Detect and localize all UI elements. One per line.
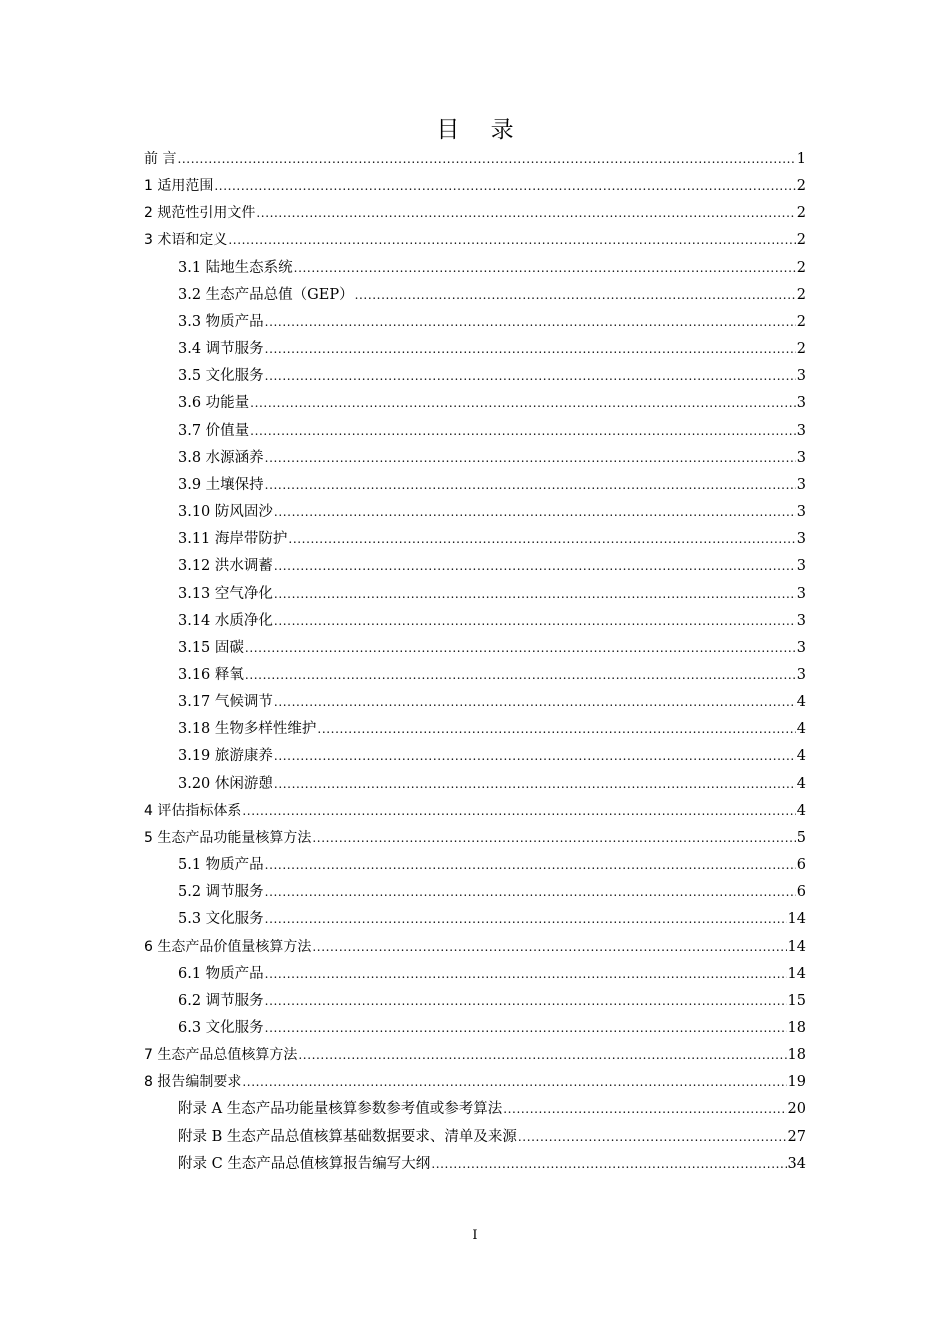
- toc-entry-label: 3.13 空气净化: [178, 585, 273, 602]
- toc-entry[interactable]: [144, 418, 806, 445]
- toc-entry[interactable]: [144, 581, 806, 608]
- toc-entry[interactable]: [144, 1151, 806, 1178]
- dot-leader: [518, 1124, 787, 1151]
- dot-leader: [265, 309, 796, 336]
- dot-leader: [274, 553, 796, 580]
- dot-leader: [250, 418, 796, 445]
- toc-entry-label: 5.1 物质产品: [178, 857, 264, 874]
- dot-leader: [265, 961, 787, 988]
- dot-leader: [228, 227, 795, 254]
- toc-entry-label: 3 术语和定义: [144, 232, 228, 249]
- toc-entry-page: 6: [796, 884, 806, 901]
- toc-entry-page: 2: [796, 178, 806, 195]
- dot-leader: [274, 581, 796, 608]
- toc-entry[interactable]: [144, 390, 806, 417]
- toc-entry-page: 19: [787, 1074, 806, 1091]
- toc-entry-label: 附录 C 生态产品总值核算报告编写大纲: [178, 1155, 431, 1172]
- toc-entry-label: 3.11 海岸带防护: [178, 531, 288, 548]
- toc-entry[interactable]: [144, 499, 806, 526]
- dot-leader: [245, 635, 796, 662]
- toc-entry[interactable]: [144, 906, 806, 933]
- toc-entry-page: 2: [796, 259, 806, 276]
- dot-leader: [503, 1096, 786, 1123]
- dot-leader: [312, 825, 795, 852]
- toc-entry-page: 3: [796, 558, 806, 575]
- toc-entry-page: 18: [787, 1047, 806, 1064]
- toc-entry-label: 3.3 物质产品: [178, 313, 264, 330]
- dot-leader: [431, 1151, 786, 1178]
- toc-entry-label: 3.7 价值量: [178, 422, 250, 439]
- dot-leader: [245, 662, 796, 689]
- toc-entry[interactable]: [144, 743, 806, 770]
- toc-entry[interactable]: [144, 282, 806, 309]
- toc-entry-page: 2: [796, 313, 806, 330]
- dot-leader: [177, 146, 795, 173]
- dot-leader: [274, 743, 796, 770]
- dot-leader: [214, 173, 795, 200]
- toc-entry-page: 6: [796, 857, 806, 874]
- toc-entry[interactable]: [144, 1124, 806, 1151]
- toc-entry-page: 14: [787, 965, 806, 982]
- dot-leader: [312, 934, 786, 961]
- toc-entry[interactable]: [144, 445, 806, 472]
- toc-entry-page: 3: [796, 476, 806, 493]
- toc-entry-label: 6.1 物质产品: [178, 965, 264, 982]
- toc-entry-page: 3: [796, 639, 806, 656]
- toc-entry-label: 7 生态产品总值核算方法: [144, 1047, 298, 1064]
- dot-leader: [242, 798, 795, 825]
- toc-entry-page: 15: [787, 992, 806, 1009]
- toc-entry-page: 3: [796, 612, 806, 629]
- table-of-contents: [144, 146, 806, 1178]
- toc-entry-page: 4: [796, 748, 806, 765]
- toc-entry-label: 3.2 生态产品总值（GEP）: [178, 286, 354, 303]
- dot-leader: [265, 472, 796, 499]
- toc-entry-label: 5.3 文化服务: [178, 911, 264, 928]
- toc-entry[interactable]: [144, 635, 806, 662]
- toc-entry-page: 34: [787, 1155, 806, 1172]
- toc-entry[interactable]: [144, 689, 806, 716]
- toc-entry[interactable]: [144, 227, 806, 254]
- toc-entry-label: 3.10 防风固沙: [178, 504, 273, 521]
- toc-entry-label: 6 生态产品价值量核算方法: [144, 938, 312, 955]
- toc-entry[interactable]: [144, 961, 806, 988]
- toc-entry[interactable]: [144, 146, 806, 173]
- toc-entry[interactable]: [144, 716, 806, 743]
- toc-entry-page: 1: [796, 151, 806, 167]
- toc-entry-page: 4: [796, 694, 806, 711]
- dot-leader: [288, 526, 795, 553]
- toc-entry-label: 4 评估指标体系: [144, 802, 242, 819]
- dot-leader: [256, 200, 795, 227]
- toc-entry-page: 18: [787, 1020, 806, 1036]
- toc-entry-label: 附录 A 生态产品功能量核算参数参考值或参考算法: [178, 1101, 503, 1118]
- toc-entry[interactable]: [144, 309, 806, 336]
- toc-entry[interactable]: [144, 988, 806, 1015]
- toc-entry-page: 4: [796, 721, 806, 738]
- toc-entry-page: 3: [796, 504, 806, 521]
- dot-leader: [274, 499, 796, 526]
- toc-entry[interactable]: [144, 173, 806, 200]
- dot-leader: [355, 282, 796, 309]
- toc-entry-label: 附录 B 生态产品总值核算基础数据要求、清单及来源: [178, 1128, 517, 1145]
- dot-leader: [265, 988, 787, 1015]
- toc-entry-label: 5 生态产品功能量核算方法: [144, 829, 312, 846]
- dot-leader: [274, 608, 796, 635]
- toc-entry[interactable]: [144, 472, 806, 499]
- dot-leader: [265, 879, 796, 906]
- toc-entry[interactable]: [144, 1069, 806, 1096]
- toc-entry-page: 3: [796, 531, 806, 548]
- toc-entry-page: 5: [796, 829, 806, 846]
- toc-entry-page: 2: [796, 286, 806, 303]
- dot-leader: [298, 1042, 786, 1069]
- dot-leader: [265, 336, 796, 363]
- dot-leader: [265, 852, 796, 879]
- dot-leader: [265, 1015, 787, 1042]
- toc-entry-page: 14: [787, 938, 806, 955]
- toc-title: 目 录: [436, 117, 526, 143]
- toc-entry-page: 2: [796, 232, 806, 249]
- toc-entry-label: 3.17 气候调节: [178, 694, 273, 711]
- toc-entry-page: 4: [796, 775, 806, 792]
- toc-entry-page: 20: [787, 1101, 806, 1118]
- toc-entry-page: 3: [796, 422, 806, 439]
- toc-entry-label: 3.19 旅游康养: [178, 748, 273, 765]
- toc-entry[interactable]: [144, 608, 806, 635]
- toc-entry-label: 3.15 固碳: [178, 639, 244, 656]
- toc-entry-label: 3.5 文化服务: [178, 368, 264, 385]
- toc-entry[interactable]: [144, 200, 806, 227]
- toc-entry-label: 3.6 功能量: [178, 395, 250, 412]
- toc-entry-label: 3.16 释氧: [178, 666, 244, 683]
- toc-entry-label: 5.2 调节服务: [178, 884, 264, 901]
- toc-entry-label: 6.3 文化服务: [178, 1020, 264, 1036]
- toc-entry-label: 6.2 调节服务: [178, 992, 264, 1009]
- toc-entry-label: 3.8 水源涵养: [178, 449, 264, 466]
- toc-entry[interactable]: [144, 526, 806, 553]
- dot-leader: [242, 1069, 786, 1096]
- toc-entry[interactable]: [144, 1096, 806, 1123]
- dot-leader: [250, 390, 796, 417]
- toc-entry-label: 3.12 洪水调蓄: [178, 558, 273, 575]
- page-number: I: [472, 1228, 478, 1243]
- toc-entry-page: 2: [796, 205, 806, 222]
- toc-entry-page: 3: [796, 368, 806, 385]
- dot-leader: [317, 716, 795, 743]
- toc-entry-page: 4: [796, 802, 806, 819]
- toc-entry-label: 2 规范性引用文件: [144, 205, 256, 222]
- dot-leader: [265, 445, 796, 472]
- toc-entry-label: 8 报告编制要求: [144, 1074, 242, 1091]
- toc-entry-label: 3.1 陆地生态系统: [178, 259, 293, 276]
- toc-entry-label: 1 适用范围: [144, 178, 214, 195]
- toc-entry[interactable]: [144, 852, 806, 879]
- toc-entry-page: 3: [796, 585, 806, 602]
- toc-entry[interactable]: [144, 771, 806, 798]
- toc-entry-page: 2: [796, 341, 806, 358]
- dot-leader: [265, 363, 796, 390]
- toc-entry[interactable]: [144, 1042, 806, 1069]
- toc-entry-label: 3.18 生物多样性维护: [178, 721, 317, 738]
- toc-entry[interactable]: [144, 1015, 806, 1042]
- toc-entry-page: 3: [796, 449, 806, 466]
- toc-entry-page: 3: [796, 395, 806, 412]
- toc-entry[interactable]: [144, 662, 806, 689]
- toc-entry[interactable]: [144, 553, 806, 580]
- toc-entry-page: 3: [796, 666, 806, 683]
- toc-entry[interactable]: [144, 798, 806, 825]
- toc-entry-label: 3.9 土壤保持: [178, 476, 264, 493]
- toc-entry[interactable]: [144, 363, 806, 390]
- toc-entry-page: 27: [787, 1128, 806, 1145]
- toc-entry-label: 3.4 调节服务: [178, 341, 264, 358]
- toc-entry-page: 14: [787, 911, 806, 928]
- toc-entry[interactable]: [144, 879, 806, 906]
- dot-leader: [294, 255, 796, 282]
- toc-entry[interactable]: [144, 825, 806, 852]
- toc-entry-label: 3.14 水质净化: [178, 612, 273, 629]
- toc-entry[interactable]: [144, 934, 806, 961]
- toc-entry-label: 3.20 休闲游憩: [178, 775, 273, 792]
- dot-leader: [274, 689, 796, 716]
- dot-leader: [274, 771, 796, 798]
- toc-entry[interactable]: [144, 255, 806, 282]
- toc-entry-label: 前 言: [144, 151, 177, 167]
- toc-entry[interactable]: [144, 336, 806, 363]
- dot-leader: [265, 906, 787, 933]
